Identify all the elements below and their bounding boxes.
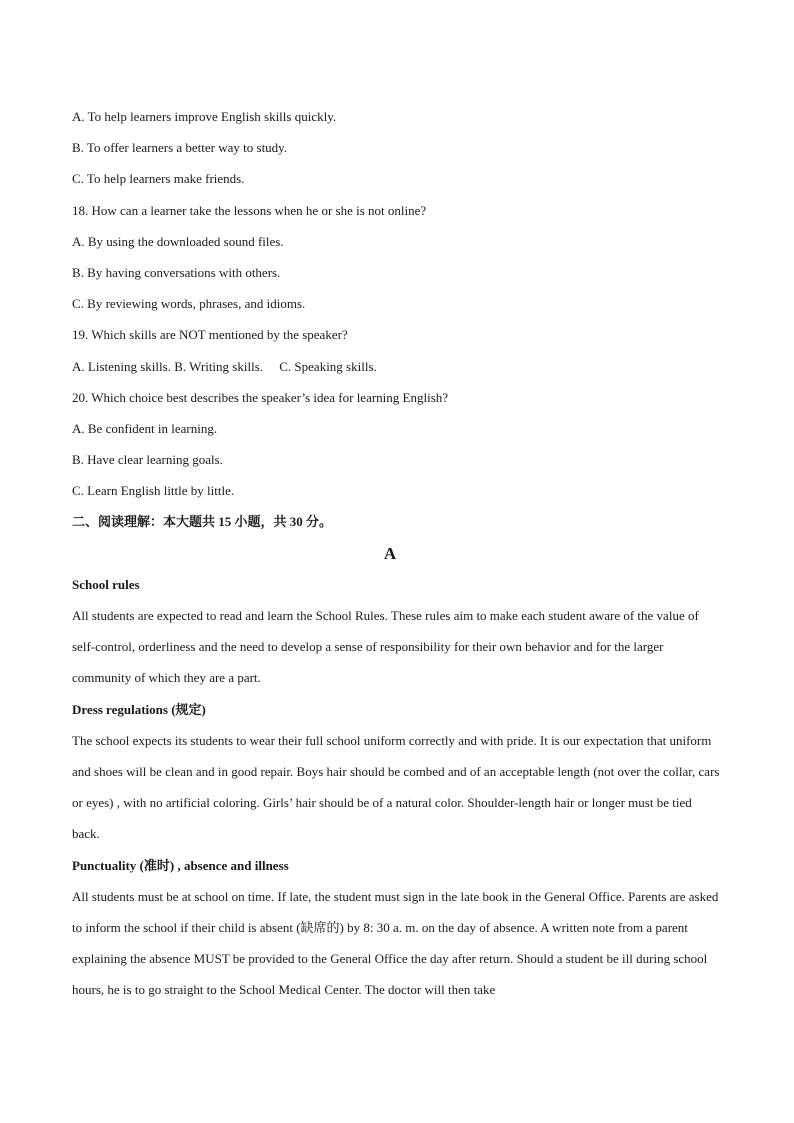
passage-letter: A: [383, 543, 397, 563]
dress-heading: Dress regulations (规定): [72, 701, 206, 717]
q20-option-c: C. Learn English little by little.: [72, 483, 235, 499]
q19-question: 19. Which skills are NOT mentioned by the speaker?: [72, 327, 348, 343]
q17-option-a: A. To help learners improve English skills quickly.: [72, 109, 337, 124]
q17-option-c: C. To help learners make friends.: [72, 171, 245, 187]
q19-options: A. Listening skills. B. Writing skills. C. Speaking skills.: [72, 358, 377, 374]
passage-title: School rules: [72, 576, 140, 592]
q20-question: 20. Which choice best describes the speaker’s idea for learning English?: [72, 389, 449, 405]
passage-intro: All students are expected to read and learn the School Rules. These rules aim to make each student aware of the value of self-control, orderliness and the need to develop a sense of responsibility for their own behavior and for the larger community of which they are a part.: [72, 608, 699, 686]
dress-text: The school expects its students to wear their full school uniform correctly and with pride. It is our expectation that uniform and shoes will be clean and in good repair. Boys hair should be combed and of an acceptable length (not over the collar, cars or eyes) , with no artificial coloring. Girls’ hair should be of a natural color. Shoulder-length hair or longer must be tied back.: [72, 732, 720, 842]
punctuality-text: All students must be at school on time. If late, the student must sign in the late book in the General Office. Parents are asked to inform the school if their child is absent (缺席的) by 8: 30 a. m. on the day of absence. A written note from a parent explaining the absence MUST be provided to the General Office the day after return. Should a student be ill during school hours, he is to go straight to the School Medical Center. The doctor will then take: [72, 888, 719, 998]
q17-option-b: B. To offer learners a better way to study.: [72, 140, 288, 156]
q18-option-a: A. By using the downloaded sound files.: [72, 233, 284, 249]
section-heading: 二、阅读理解：本大题共 15 小题，共 30 分。: [72, 514, 333, 530]
q18-question: 18. How can a learner take the lessons when he or she is not online?: [72, 202, 427, 218]
q20-option-a: A. Be confident in learning.: [72, 420, 218, 436]
q18-option-c: C. By reviewing words, phrases, and idioms.: [72, 296, 306, 312]
punctuality-heading: Punctuality (准时) , absence and illness: [72, 857, 289, 873]
page-content: [72, 101, 722, 1006]
q18-option-b: B. By having conversations with others.: [72, 264, 281, 280]
q20-option-b: B. Have clear learning goals.: [72, 452, 223, 468]
